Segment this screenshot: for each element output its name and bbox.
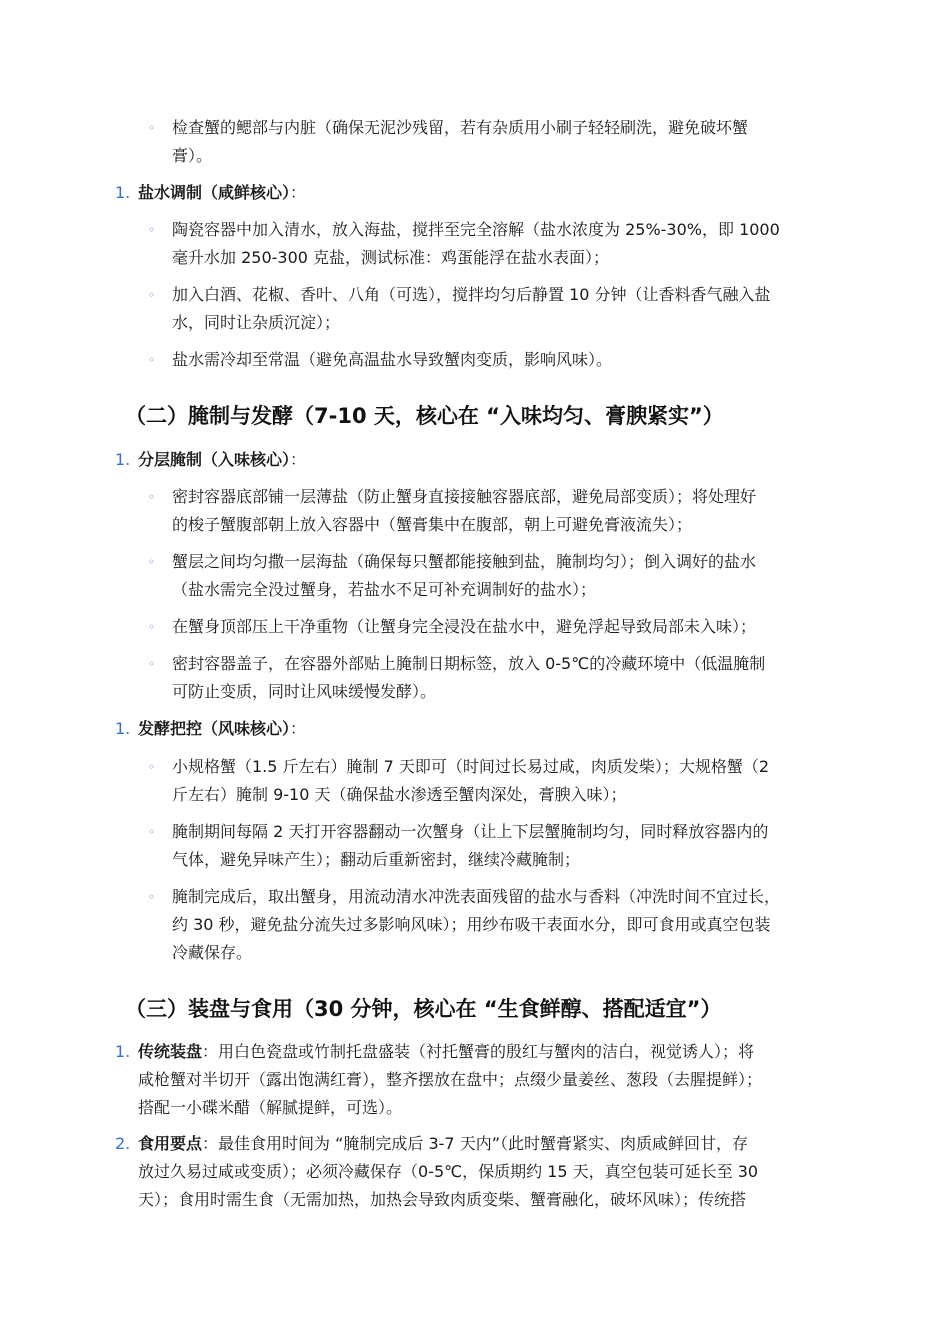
- list-item-text: 蟹层之间均匀撒一层海盐（确保每只蟹都能接触到盐，腌制均匀）；倒入调好的盐水: [172, 552, 757, 571]
- list-number: 1.: [115, 1042, 131, 1061]
- item-colon: ：: [290, 450, 307, 469]
- bullet-marker: ◦: [148, 288, 156, 302]
- item-title: 盐水调制（咸鲜核心）: [138, 183, 291, 202]
- list-item-text: 气体，避免异味产生）；翻动后重新密封，继续冷藏腌制；: [172, 850, 581, 869]
- list-item-text: 小规格蟹（1.5 斤左右）腌制 7 天即可（时间过长易过咸，肉质发柴）；大规格蟹（2: [172, 757, 770, 776]
- numbered-item-text: 咸枪蟹对半切开（露出饱满红膏），整齐摆放在盘中；点缀少量姜丝、葱段（去腥提鲜）；: [138, 1070, 763, 1089]
- list-item-text: 约 30 秒，避免盐分流失过多影响风味）；用纱布吸干表面水分，即可食用或真空包装: [172, 915, 771, 934]
- item-colon: ：: [290, 719, 307, 738]
- bullet-marker: ◦: [148, 223, 156, 237]
- bullet-marker: ◦: [148, 825, 156, 839]
- bullet-marker: ◦: [148, 760, 156, 774]
- numbered-item-text: [138, 1038, 754, 1066]
- list-number: 1.: [115, 183, 131, 202]
- list-item-text: 斤左右）腌制 9-10 天（确保盐水渗透至蟹肉深处，膏腴入味）；: [172, 785, 627, 804]
- list-item-text: 陶瓷容器中加入清水，放入海盐，搅拌至完全溶解（盐水浓度为 25%-30%，即 1000: [172, 220, 780, 239]
- bullet-marker: ◦: [148, 657, 156, 671]
- section-heading: （三）装盘与食用（30 分钟，核心在 “生食鲜醇、搭配适宜”）: [125, 997, 722, 1021]
- list-item-text: 盐水需冷却至常温（避免高温盐水导致蟹肉变质，影响风味）。: [172, 350, 613, 369]
- bullet-marker: ◦: [148, 890, 156, 904]
- list-item-text: 腌制期间每隔 2 天打开容器翻动一次蟹身（让上下层蟹腌制均匀，同时释放容器内的: [172, 822, 769, 841]
- section-item-heading: [138, 446, 306, 474]
- list-item-text: 检查蟹的鳃部与内脏（确保无泥沙残留，若有杂质用小刷子轻轻刷洗，避免破坏蟹: [172, 118, 749, 137]
- bullet-marker: ◦: [148, 353, 156, 367]
- numbered-item-text: 搭配一小碟米醋（解腻提鲜，可选）。: [138, 1098, 403, 1117]
- item-title: 食用要点: [138, 1134, 203, 1153]
- list-item-text: 水，同时让杂质沉淀）；: [172, 313, 341, 332]
- item-colon: ：: [290, 183, 307, 202]
- section-item-heading: [138, 179, 306, 207]
- numbered-item-text: 放过久易过咸或变质）；必须冷藏保存（0-5℃，保质期约 15 天，真空包装可延长至 30: [138, 1162, 759, 1181]
- list-item-text: 加入白酒、花椒、香叶、八角（可选），搅拌均匀后静置 10 分钟（让香料香气融入盐: [172, 285, 771, 304]
- section-item-heading: [138, 715, 306, 743]
- bullet-marker: ◦: [148, 121, 156, 135]
- item-title: 分层腌制（入味核心）: [138, 450, 291, 469]
- list-item-text: 密封容器底部铺一层薄盐（防止蟹身直接接触容器底部，避免局部变质）；将处理好: [172, 487, 757, 506]
- item-text: ：用白色瓷盘或竹制托盘盛装（衬托蟹膏的殷红与蟹肉的洁白，视觉诱人）；将: [202, 1042, 755, 1061]
- item-title: 传统装盘: [138, 1042, 203, 1061]
- item-text: ：最佳食用时间为 “腌制完成后 3-7 天内”（此时蟹膏紧实、肉质咸鲜回甘，存: [202, 1134, 748, 1153]
- list-item-text: 膏）。: [172, 146, 213, 165]
- list-item-text: 腌制完成后，取出蟹身，用流动清水冲洗表面残留的盐水与香料（冲洗时间不宜过长，: [172, 887, 781, 906]
- list-item-text: （盐水需完全没过蟹身，若盐水不足可补充调制好的盐水）；: [172, 580, 597, 599]
- bullet-marker: ◦: [148, 555, 156, 569]
- list-item-text: 冷藏保存。: [172, 943, 253, 962]
- section-heading: （二）腌制与发酵（7-10 天，核心在 “入味均匀、膏腴紧实”）: [125, 404, 724, 428]
- list-number: 1.: [115, 450, 131, 469]
- list-item-text: 密封容器盖子，在容器外部贴上腌制日期标签，放入 0-5℃的冷藏环境中（低温腌制: [172, 654, 766, 673]
- list-item-text: 的梭子蟹腹部朝上放入容器中（蟹膏集中在腹部，朝上可避免膏液流失）；: [172, 515, 693, 534]
- list-number: 2.: [115, 1134, 131, 1153]
- item-title: 发酵把控（风味核心）: [138, 719, 291, 738]
- bullet-marker: ◦: [148, 490, 156, 504]
- list-item-text: 毫升水加 250-300 克盐，测试标准：鸡蛋能浮在盐水表面）；: [172, 248, 610, 267]
- list-number: 1.: [115, 719, 131, 738]
- list-item-text: 可防止变质，同时让风味缓慢发酵）。: [172, 682, 437, 701]
- list-item-text: 在蟹身顶部压上干净重物（让蟹身完全浸没在盐水中，避免浮起导致局部未入味）；: [172, 617, 757, 636]
- numbered-item-text: 天）；食用时需生食（无需加热，加热会导致肉质变柴、蟹膏融化，破坏风味）；传统搭: [138, 1190, 747, 1209]
- numbered-item-text: [138, 1130, 748, 1158]
- bullet-marker: ◦: [148, 620, 156, 634]
